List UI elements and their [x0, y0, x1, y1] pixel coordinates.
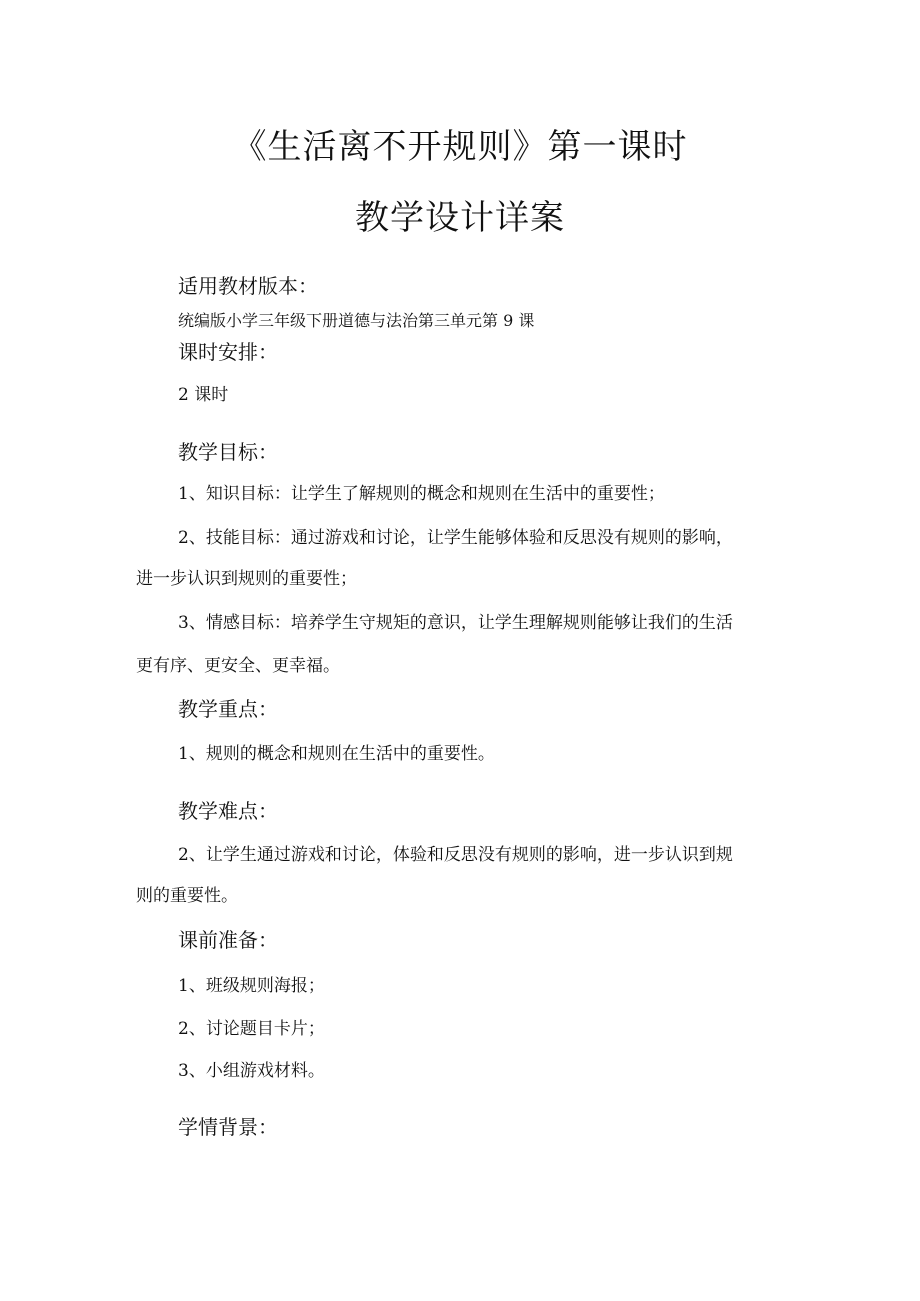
schedule-text: 2 课时: [178, 385, 229, 405]
edition-heading: 适用教材版本：: [178, 274, 318, 298]
preparation-item-3: 3、小组游戏材料。: [178, 1061, 325, 1081]
difficulties-heading: 教学难点：: [178, 799, 278, 823]
objective-3-line-2: 更有序、更安全、更幸福。: [136, 656, 340, 676]
document-title-line-1: 《生活离不开规则》第一课时: [232, 127, 688, 167]
document-title-line-2: 教学设计详案: [355, 198, 565, 238]
objective-2-line-1: 2、技能目标：通过游戏和讨论，让学生能够体验和反思没有规则的影响，: [178, 528, 733, 548]
objective-1: 1、知识目标：让学生了解规则的概念和规则在生活中的重要性；: [178, 484, 665, 504]
preparation-item-2: 2、讨论题目卡片；: [178, 1019, 325, 1039]
objectives-heading: 教学目标：: [178, 440, 278, 464]
key-point-1: 1、规则的概念和规则在生活中的重要性。: [178, 744, 495, 764]
preparation-heading: 课前准备：: [178, 928, 278, 952]
key-points-heading: 教学重点：: [178, 697, 278, 721]
difficulty-line-2: 则的重要性。: [136, 886, 238, 906]
preparation-item-1: 1、班级规则海报；: [178, 976, 325, 996]
schedule-heading: 课时安排：: [178, 340, 278, 364]
edition-text: 统编版小学三年级下册道德与法治第三单元第 9 课: [178, 311, 535, 330]
objective-3-line-1: 3、情感目标：培养学生守规矩的意识，让学生理解规则能够让我们的生活: [178, 613, 733, 633]
objective-2-line-2: 进一步认识到规则的重要性；: [136, 569, 357, 589]
difficulty-line-1: 2、让学生通过游戏和讨论，体验和反思没有规则的影响，进一步认识到规: [178, 845, 733, 865]
background-heading: 学情背景：: [178, 1115, 278, 1139]
